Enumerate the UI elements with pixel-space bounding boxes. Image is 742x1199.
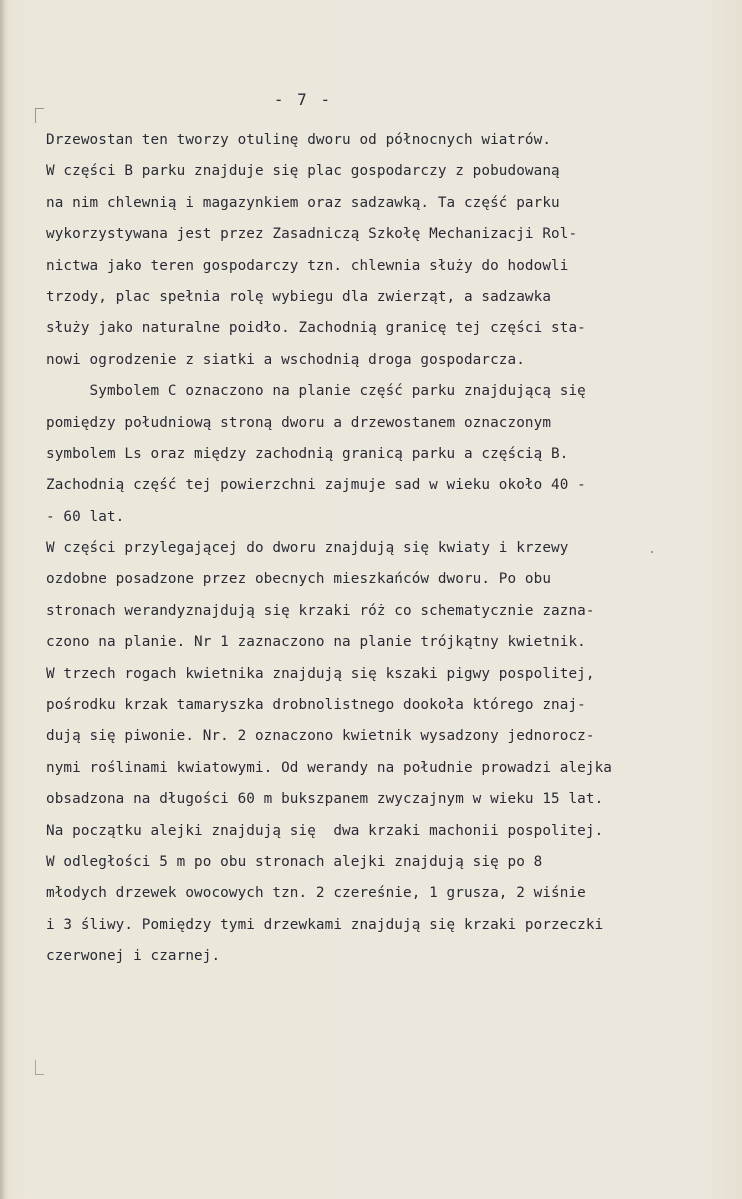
text-line: - 60 lat. bbox=[46, 508, 125, 525]
text-line: W trzech rogach kwietnika znajdują się kszaki pigwy pospolitej, bbox=[46, 665, 595, 682]
text-line: Drzewostan ten tworzy otulinę dworu od północnych wiatrów. bbox=[46, 132, 552, 148]
text-line: obsadzona na długości 60 m bukszpanem zwyczajnym w wieku 15 lat. bbox=[46, 791, 604, 808]
text-line: czono na planie. Nr 1 zaznaczono na planie trójkątny kwietnik. bbox=[46, 634, 586, 651]
text-line: nowi ogrodzenie z siatki a wschodnią droga gospodarcza. bbox=[46, 351, 525, 368]
text-line: pośrodku krzak tamaryszka drobnolistnego dookoła którego znaj- bbox=[46, 697, 586, 714]
body-text bbox=[46, 125, 726, 973]
text-line: na nim chlewnią i magazynkiem oraz sadzawką. Ta część parku bbox=[46, 194, 560, 211]
margin-corner-mark-top bbox=[35, 108, 44, 123]
text-line: W części B parku znajduje się plac gospodarczy z pobudowaną bbox=[46, 163, 560, 180]
text-line: W odległości 5 m po obu stronach alejki znajdują się po 8 bbox=[46, 853, 543, 870]
text-line: młodych drzewek owocowych tzn. 2 czereśnie, 1 grusza, 2 wiśnie bbox=[46, 885, 586, 902]
text-line: Symbolem C oznaczono na planie część parku znajdującą się bbox=[46, 383, 586, 400]
text-line: wykorzystywana jest przez Zasadniczą Szkołę Mechanizacji Rol- bbox=[46, 226, 578, 243]
text-line: symbolem Ls oraz między zachodnią granicą parku a częścią B. bbox=[46, 445, 569, 462]
text-line: dują się piwonie. Nr. 2 oznaczono kwietnik wysadzony jednorocz- bbox=[46, 728, 595, 745]
text-line: Na początku alejki znajdują się dwa krzaki machonii pospolitej. bbox=[46, 822, 604, 839]
text-line: W części przylegającej do dworu znajdują się kwiaty i krzewy bbox=[46, 540, 569, 557]
page-number: - 7 - bbox=[273, 90, 333, 109]
text-line: ozdobne posadzone przez obecnych mieszkańców dworu. Po obu bbox=[46, 571, 552, 588]
text-line: Zachodnią część tej powierzchni zajmuje sad w wieku około 40 - bbox=[46, 477, 586, 494]
text-line: i 3 śliwy. Pomiędzy tymi drzewkami znajdują się krzaki porzeczki bbox=[46, 916, 604, 933]
text-line: stronach werandyznajdują się krzaki róż co schematycznie zazna- bbox=[46, 602, 595, 619]
text-line: nictwa jako teren gospodarczy tzn. chlewnia służy do hodowli bbox=[46, 257, 569, 274]
text-line: pomiędzy południową stroną dworu a drzewostanem oznaczonym bbox=[46, 414, 552, 431]
margin-corner-mark-bottom bbox=[35, 1060, 44, 1075]
text-line: służy jako naturalne poidło. Zachodnią granicę tej części sta- bbox=[46, 320, 586, 337]
page-left-edge bbox=[0, 0, 6, 1199]
text-line: trzody, plac spełnia rolę wybiegu dla zwierząt, a sadzawka bbox=[46, 288, 552, 305]
text-line: nymi roślinami kwiatowymi. Od werandy na południe prowadzi alejka bbox=[46, 759, 612, 776]
text-line: czerwonej i czarnej. bbox=[46, 948, 221, 965]
